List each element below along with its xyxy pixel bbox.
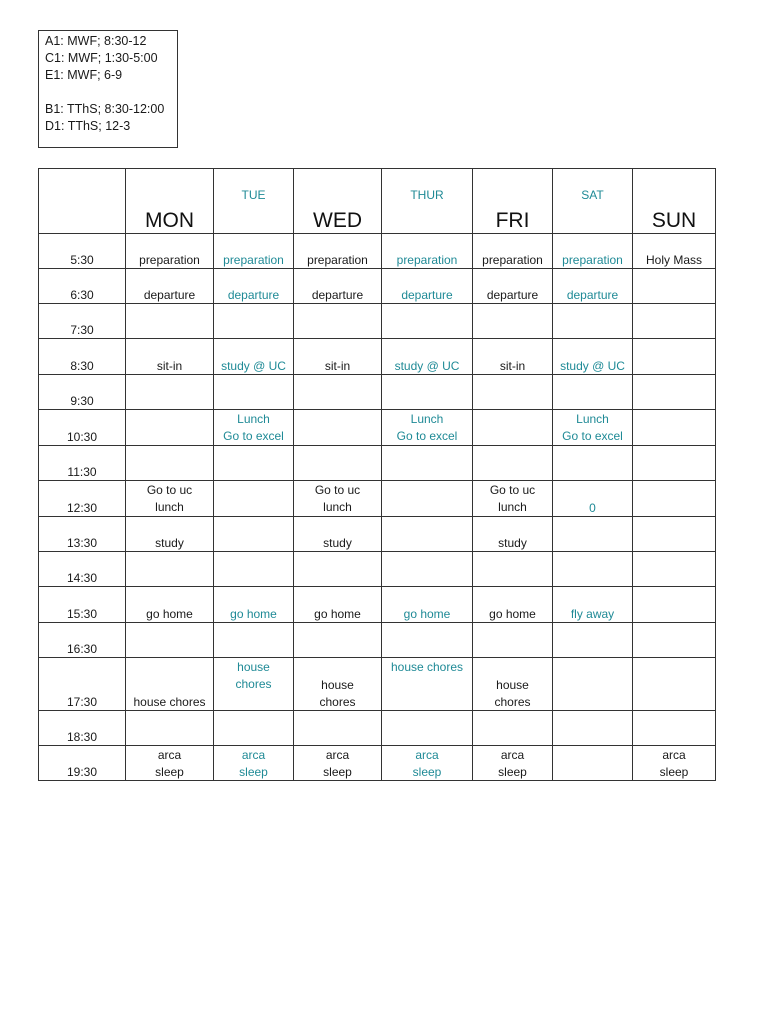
activity-cell-tue <box>214 481 294 517</box>
activity-cell-wed <box>294 410 382 446</box>
activity-cell-sun <box>633 658 716 711</box>
time-slot-label: 14:30 <box>39 552 126 587</box>
schedule-row <box>39 234 716 269</box>
activity-cell-sat <box>553 446 633 481</box>
activity-cell-sun <box>633 746 716 781</box>
activity-text: Lunch <box>237 412 270 426</box>
activity-cell-sun <box>633 339 716 375</box>
activity-cell-sat <box>553 410 633 446</box>
activity-cell-sun <box>633 304 716 339</box>
activity-cell-mon <box>126 746 214 781</box>
schedule-row <box>39 410 716 446</box>
activity-cell-fri <box>473 746 553 781</box>
activity-cell-wed <box>294 746 382 781</box>
time-slot-label: 11:30 <box>39 446 126 481</box>
legend-line-b1: B1: TThS; 8:30-12:00 <box>45 102 165 116</box>
activity-text: preparation <box>562 252 623 267</box>
time-slot-label: 9:30 <box>39 375 126 410</box>
activity-text: sleep <box>323 764 352 779</box>
activity-cell-fri <box>473 339 553 375</box>
activity-cell-tue <box>214 517 294 552</box>
time-slot-label: 19:30 <box>39 746 126 781</box>
schedule-row <box>39 587 716 623</box>
activity-text: arca <box>241 748 266 762</box>
activity-cell-wed <box>294 269 382 304</box>
activity-cell-thur <box>382 658 473 711</box>
schedule-row <box>39 552 716 587</box>
activity-cell-wed <box>294 623 382 658</box>
activity-cell-tue <box>214 269 294 304</box>
activity-cell-fri <box>473 410 553 446</box>
activity-cell-wed <box>294 234 382 269</box>
activity-text: go home <box>314 606 361 621</box>
legend-spacer <box>45 84 177 101</box>
activity-text: Holy Mass <box>645 252 702 267</box>
time-slot-label: 13:30 <box>39 517 126 552</box>
schedule-row <box>39 446 716 481</box>
activity-cell-mon <box>126 552 214 587</box>
activity-text: go home <box>403 606 451 621</box>
activity-text: lunch <box>323 499 352 514</box>
activity-text: arca <box>500 748 525 762</box>
activity-cell-sun <box>633 517 716 552</box>
activity-cell-thur <box>382 623 473 658</box>
activity-cell-thur <box>382 375 473 410</box>
activity-text: arca <box>157 748 182 762</box>
activity-cell-tue <box>214 552 294 587</box>
activity-cell-fri <box>473 375 553 410</box>
activity-text: Go to excel <box>223 428 284 443</box>
schedule-row <box>39 375 716 410</box>
activity-cell-fri <box>473 304 553 339</box>
activity-cell-tue <box>214 623 294 658</box>
activity-cell-sat <box>553 517 633 552</box>
activity-cell-fri <box>473 517 553 552</box>
activity-cell-wed <box>294 375 382 410</box>
activity-cell-wed <box>294 587 382 623</box>
activity-text: sleep <box>498 764 527 779</box>
activity-text: lunch <box>155 499 184 514</box>
activity-cell-wed <box>294 711 382 746</box>
activity-cell-tue <box>214 587 294 623</box>
activity-cell-wed <box>294 339 382 375</box>
activity-cell-fri <box>473 658 553 711</box>
activity-cell-mon <box>126 658 214 711</box>
activity-cell-tue <box>214 446 294 481</box>
activity-text: preparation <box>396 252 458 267</box>
schedule-row <box>39 481 716 517</box>
activity-cell-fri <box>473 234 553 269</box>
activity-cell-sat <box>553 481 633 517</box>
activity-text: departure <box>401 287 453 302</box>
activity-cell-sun <box>633 711 716 746</box>
weekly-schedule-table <box>38 168 716 781</box>
activity-text: arca <box>415 748 439 762</box>
activity-cell-wed <box>294 517 382 552</box>
activity-cell-thur <box>382 711 473 746</box>
activity-text: house chores <box>390 660 464 674</box>
activity-text: Go to excel <box>396 428 458 443</box>
time-slot-label: 7:30 <box>39 304 126 339</box>
activity-text: sit-in <box>156 358 183 373</box>
activity-text: house <box>496 678 529 692</box>
day-header-mon: MON <box>126 169 214 234</box>
time-slot-label: 6:30 <box>39 269 126 304</box>
activity-cell-wed <box>294 658 382 711</box>
time-slot-label: 18:30 <box>39 711 126 746</box>
activity-text: study <box>155 535 184 550</box>
activity-text: house chores <box>133 694 206 709</box>
day-header-tue: TUE <box>214 169 294 234</box>
activity-text: study @ UC <box>394 358 460 373</box>
schedule-row <box>39 658 716 711</box>
activity-cell-tue <box>214 658 294 711</box>
activity-cell-tue <box>214 339 294 375</box>
day-header-sat: SAT <box>553 169 633 234</box>
activity-cell-wed <box>294 304 382 339</box>
activity-cell-mon <box>126 587 214 623</box>
activity-cell-tue <box>214 711 294 746</box>
activity-cell-fri <box>473 711 553 746</box>
activity-text: Go to uc <box>489 483 536 497</box>
activity-text: sleep <box>239 764 268 779</box>
schedule-body <box>39 169 716 781</box>
schedule-row <box>39 339 716 375</box>
activity-cell-sat <box>553 304 633 339</box>
activity-text: preparation <box>307 252 368 267</box>
activity-text: departure <box>486 287 539 302</box>
activity-cell-wed <box>294 481 382 517</box>
activity-cell-thur <box>382 587 473 623</box>
activity-cell-sat <box>553 375 633 410</box>
time-slot-label: 10:30 <box>39 410 126 446</box>
corner-cell <box>39 169 126 234</box>
time-slot-label: 15:30 <box>39 587 126 623</box>
activity-text: chores <box>319 694 356 709</box>
day-header-sun: SUN <box>633 169 716 234</box>
activity-text: preparation <box>223 252 284 267</box>
activity-cell-mon <box>126 481 214 517</box>
activity-cell-mon <box>126 623 214 658</box>
activity-text: fly away <box>570 606 615 621</box>
activity-text: sleep <box>659 764 689 779</box>
activity-text: Go to uc <box>314 483 361 497</box>
activity-cell-sun <box>633 446 716 481</box>
activity-cell-mon <box>126 304 214 339</box>
activity-text: study @ UC <box>221 358 286 373</box>
activity-text: chores <box>235 676 272 691</box>
schedule-row <box>39 623 716 658</box>
activity-text: house <box>321 678 354 692</box>
class-schedule-legend <box>38 30 178 148</box>
activity-text: 0 <box>589 500 596 515</box>
activity-text: go home <box>230 606 277 621</box>
activity-text: arca <box>325 748 350 762</box>
activity-cell-fri <box>473 269 553 304</box>
activity-cell-sun <box>633 481 716 517</box>
activity-cell-mon <box>126 269 214 304</box>
activity-cell-tue <box>214 234 294 269</box>
activity-cell-sun <box>633 269 716 304</box>
time-slot-label: 16:30 <box>39 623 126 658</box>
activity-cell-mon <box>126 375 214 410</box>
schedule-row <box>39 269 716 304</box>
activity-cell-sat <box>553 234 633 269</box>
activity-cell-sat <box>553 623 633 658</box>
activity-cell-fri <box>473 481 553 517</box>
activity-cell-wed <box>294 446 382 481</box>
activity-text: lunch <box>498 499 527 514</box>
legend-line-e1: E1: MWF; 6-9 <box>45 68 123 82</box>
schedule-row <box>39 517 716 552</box>
day-header-row <box>39 169 716 234</box>
activity-cell-sun <box>633 234 716 269</box>
activity-cell-tue <box>214 304 294 339</box>
activity-text: departure <box>311 287 364 302</box>
activity-cell-mon <box>126 446 214 481</box>
activity-cell-thur <box>382 746 473 781</box>
activity-cell-sun <box>633 587 716 623</box>
activity-cell-sat <box>553 746 633 781</box>
activity-cell-mon <box>126 234 214 269</box>
activity-cell-mon <box>126 410 214 446</box>
schedule-row <box>39 746 716 781</box>
activity-cell-thur <box>382 410 473 446</box>
activity-cell-sun <box>633 552 716 587</box>
activity-cell-thur <box>382 481 473 517</box>
activity-text: sit-in <box>324 358 351 373</box>
activity-cell-thur <box>382 446 473 481</box>
activity-cell-tue <box>214 375 294 410</box>
legend-line-a1: A1: MWF; 8:30-12 <box>45 34 147 48</box>
activity-text: Go to uc <box>146 483 193 497</box>
activity-cell-thur <box>382 552 473 587</box>
legend-line-d1: D1: TThS; 12-3 <box>45 119 131 133</box>
activity-text: chores <box>494 694 531 709</box>
activity-text: study @ UC <box>560 358 625 373</box>
activity-text: Lunch <box>410 412 444 426</box>
activity-text: study <box>323 535 352 550</box>
day-header-fri: FRI <box>473 169 553 234</box>
activity-cell-sun <box>633 623 716 658</box>
activity-cell-tue <box>214 410 294 446</box>
activity-cell-wed <box>294 552 382 587</box>
activity-text: study <box>498 535 527 550</box>
legend-line-c1: C1: MWF; 1:30-5:00 <box>45 51 158 65</box>
activity-cell-thur <box>382 304 473 339</box>
activity-text: Go to excel <box>562 428 623 443</box>
activity-cell-sun <box>633 375 716 410</box>
activity-text: preparation <box>139 252 200 267</box>
activity-cell-sat <box>553 658 633 711</box>
activity-cell-thur <box>382 517 473 552</box>
day-header-thur: THUR <box>382 169 473 234</box>
time-slot-label: 8:30 <box>39 339 126 375</box>
schedule-row <box>39 711 716 746</box>
activity-text: sit-in <box>499 358 526 373</box>
activity-text: sleep <box>155 764 184 779</box>
activity-cell-thur <box>382 269 473 304</box>
time-slot-label: 17:30 <box>39 658 126 711</box>
activity-cell-thur <box>382 339 473 375</box>
time-slot-label: 12:30 <box>39 481 126 517</box>
activity-text: preparation <box>482 252 543 267</box>
activity-text: Lunch <box>576 412 609 426</box>
activity-text: departure <box>143 287 196 302</box>
day-header-wed: WED <box>294 169 382 234</box>
activity-text: departure <box>227 287 280 302</box>
activity-cell-mon <box>126 711 214 746</box>
activity-cell-fri <box>473 587 553 623</box>
activity-cell-fri <box>473 623 553 658</box>
activity-cell-thur <box>382 234 473 269</box>
time-slot-label: 5:30 <box>39 234 126 269</box>
activity-cell-mon <box>126 517 214 552</box>
activity-cell-sat <box>553 587 633 623</box>
activity-cell-tue <box>214 746 294 781</box>
schedule-row <box>39 304 716 339</box>
activity-cell-sat <box>553 552 633 587</box>
activity-text: house <box>237 660 270 674</box>
activity-cell-mon <box>126 339 214 375</box>
activity-cell-fri <box>473 446 553 481</box>
activity-text: go home <box>146 606 193 621</box>
activity-cell-sun <box>633 410 716 446</box>
activity-text: sleep <box>412 764 442 779</box>
activity-text: arca <box>662 748 686 762</box>
activity-cell-fri <box>473 552 553 587</box>
activity-cell-sat <box>553 711 633 746</box>
activity-cell-sat <box>553 269 633 304</box>
activity-cell-sat <box>553 339 633 375</box>
activity-text: departure <box>566 287 619 302</box>
activity-text: go home <box>489 606 536 621</box>
